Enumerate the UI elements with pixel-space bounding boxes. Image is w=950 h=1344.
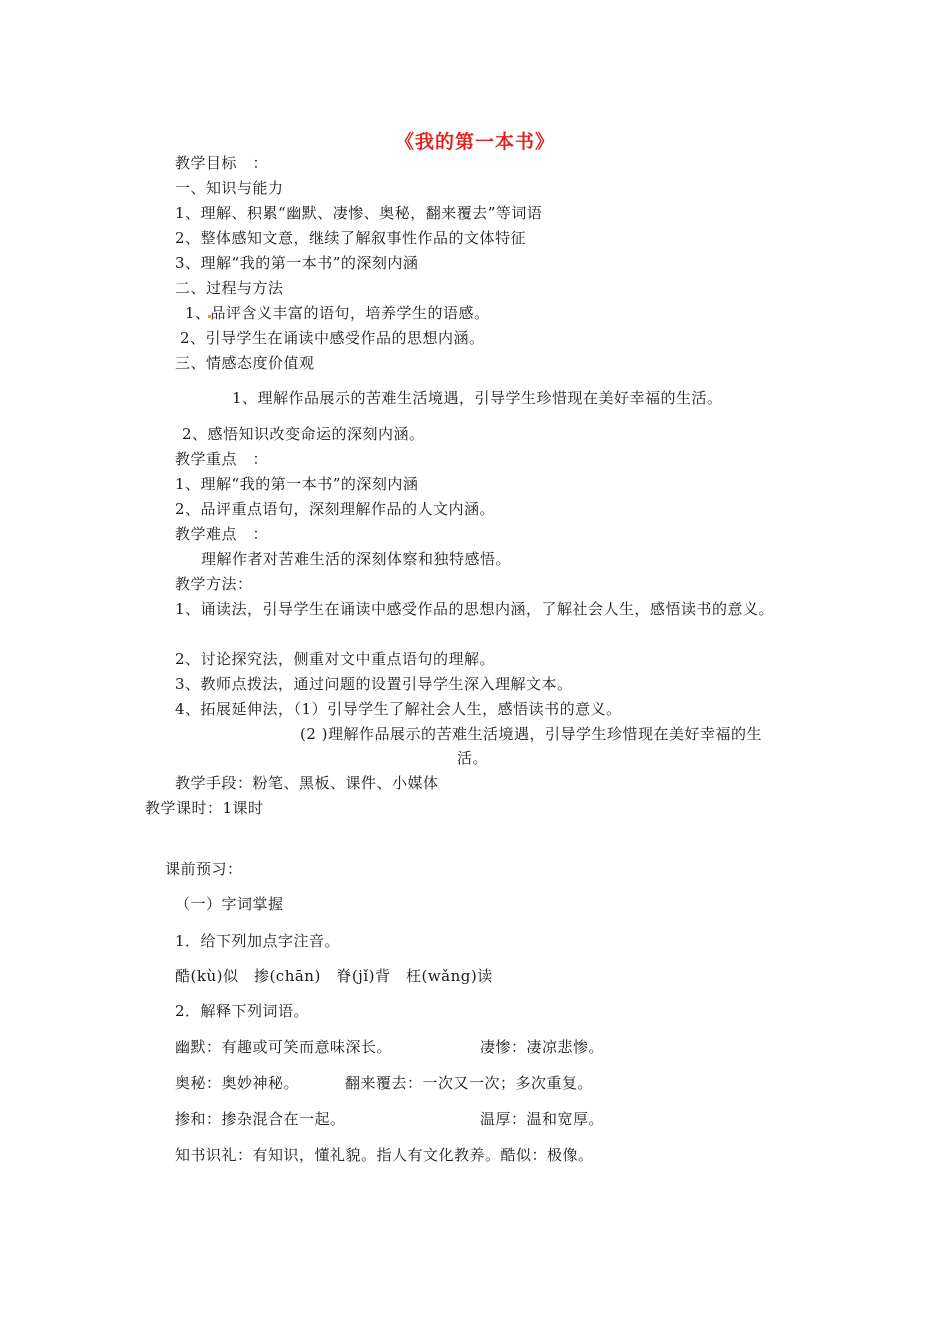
exercise-prompt: 2．解释下列词语。	[175, 1002, 310, 1020]
heading-key-points: 教学重点 ：	[175, 450, 269, 468]
definition-item: 掺和：掺杂混合在一起。	[175, 1110, 346, 1128]
goal-item: 1、理解、积累“幽默、凄惨、奥秘，翻来覆去”等词语	[175, 204, 543, 222]
definition-item: 知书识礼：有知识，懂礼貌。指人有文化教养。酷似：极像。	[175, 1146, 594, 1164]
method-item: 1、诵读法，引导学生在诵读中感受作品的思想内涵，了解社会人生，感悟读书的意义。	[175, 600, 775, 618]
definition-item: 凄惨：凄凉悲惨。	[480, 1038, 605, 1056]
definition-item: 翻来覆去：一次又一次；多次重复。	[345, 1074, 594, 1092]
goal-item: 2、整体感知文意，继续了解叙事性作品的文体特征	[175, 229, 527, 247]
subheading-vocabulary: （一）字词掌握	[175, 895, 284, 913]
method-item: 2、讨论探究法，侧重对文中重点语句的理解。	[175, 650, 496, 668]
definition-item: 幽默：有趣或可笑而意味深长。	[175, 1038, 393, 1056]
section-heading-values: 三、情感态度价值观	[175, 354, 315, 372]
heading-preview: 课前预习：	[165, 860, 243, 878]
heading-difficulties: 教学难点 ：	[175, 525, 269, 543]
document-title: 《我的第一本书》	[394, 131, 555, 153]
key-point-item: 2、品评重点语句，深刻理解作品的人文内涵。	[175, 500, 496, 518]
pronunciation-list: 酷(kù)似 掺(chān) 脊(jǐ)背 枉(wǎng)读	[175, 967, 493, 985]
teaching-means: 教学手段：粉笔、黑板、课件、小媒体	[175, 774, 439, 792]
difficulty-item: 理解作者对苦难生活的深刻体察和独特感悟。	[201, 550, 512, 568]
method-item: 3、教师点拨法，通过问题的设置引导学生深入理解文本。	[175, 675, 573, 693]
exercise-prompt: 1．给下列加点字注音。	[175, 932, 341, 950]
goal-item: 1、品评含义丰富的语句，培养学生的语感。	[185, 304, 490, 322]
heading-teaching-goals: 教学目标 ：	[175, 154, 269, 172]
method-subitem-continued: 活。	[457, 749, 489, 767]
key-point-item: 1、理解“我的第一本书”的深刻内涵	[175, 475, 419, 493]
goal-item: 2、感悟知识改变命运的深刻内涵。	[182, 425, 425, 443]
goal-item: 2、引导学生在诵读中感受作品的思想内涵。	[180, 329, 485, 347]
method-subitem: (2 )理解作品展示的苦难生活境遇，引导学生珍惜现在美好幸福的生	[300, 725, 763, 743]
definition-item: 温厚：温和宽厚。	[480, 1110, 605, 1128]
goal-item: 1、理解作品展示的苦难生活境遇，引导学生珍惜现在美好幸福的生活。	[232, 389, 723, 407]
method-item: 4、拓展延伸法，（1）引导学生了解社会人生，感悟读书的意义。	[175, 700, 622, 718]
definition-item: 奥秘：奥妙神秘。	[175, 1074, 300, 1092]
section-heading-process: 二、过程与方法	[175, 279, 284, 297]
section-heading-knowledge: 一、知识与能力	[175, 179, 284, 197]
goal-item: 3、理解“我的第一本书”的深刻内涵	[175, 254, 419, 272]
teaching-hours: 教学课时：1课时	[145, 799, 264, 817]
heading-methods: 教学方法：	[175, 575, 253, 593]
